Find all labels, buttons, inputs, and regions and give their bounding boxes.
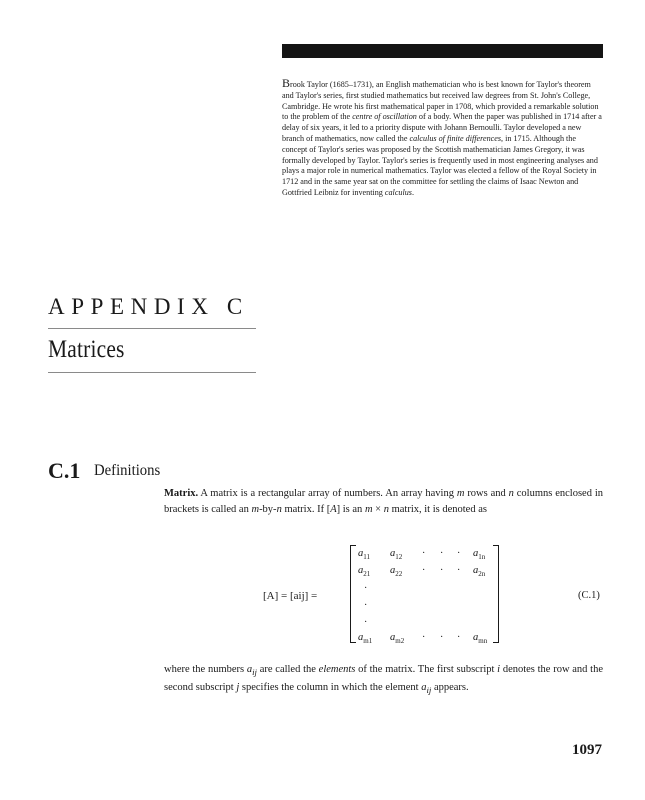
bio-italic-2: calculus of finite differences [409, 133, 502, 143]
equation-lhs: [A] = [aij] = [263, 590, 318, 602]
ellipsis-dot: · [440, 548, 444, 559]
ellipsis-dot: · [422, 632, 426, 643]
biography-sidebar [282, 78, 603, 199]
subscript-ij: ij [426, 685, 432, 696]
times-symbol: × [372, 504, 384, 515]
elements-paragraph [164, 662, 603, 698]
matrix-cell: $a_{m1}$ [358, 632, 373, 646]
ellipsis-dot: · [457, 565, 461, 576]
ellipsis-dot: · [422, 548, 426, 559]
equation-number: (C.1) [578, 590, 600, 601]
ellipsis-dot: · [364, 617, 368, 628]
matrix-right-bracket [493, 545, 499, 643]
para1-text: matrix. If [ [281, 504, 331, 515]
heading-rule-top [48, 328, 256, 329]
bio-italic-3: calculus [384, 187, 412, 197]
var-n: n [508, 488, 514, 499]
bio-text-2: of a body. When the paper was published in 1714 after a delay of six years, it led to a priority dispute with Johann Bernoulli. Taylor developed a new branch of mathematics, now called the [282, 112, 602, 143]
section-title: Definitions [94, 462, 161, 479]
var-m: m [364, 504, 373, 515]
ellipsis-dot: · [364, 583, 368, 594]
ellipsis-dot: · [422, 565, 426, 576]
matrix-cell: $a_{1n}$ [473, 548, 486, 562]
matrix-cell: $a_{22}$ [390, 565, 403, 579]
var-j: j [236, 682, 240, 694]
matrix-definition-paragraph [164, 486, 603, 518]
para2-text: are called the [256, 664, 319, 675]
bio-text-4: . [411, 187, 414, 197]
var-a: a [421, 682, 427, 694]
para2-text: where the numbers [164, 664, 247, 675]
ellipsis-dot: · [457, 548, 461, 559]
bio-text-3: , in 1715. Although the concept of Taylor's series was proposed by the Scottish mathematician James Gregory, it was formally developed by Taylor. Taylor's series is frequently used in most engineering analyses and plays a major role in numerical mathematics. Taylor was elected a fellow of the Royal Society in 1712 and in the same year sat on the committee for settling the claims of Isaac Newton and Gottfried Leibniz for inventing [282, 133, 598, 197]
matrix-cell: $a_{11}$ [358, 548, 370, 562]
var-n: n [383, 504, 389, 515]
para2-text: appears. [431, 682, 469, 694]
para1-text: rows and [464, 488, 509, 499]
var-m: m [251, 504, 260, 515]
para1-text: A matrix is a rectangular array of numbers. An array having [198, 488, 457, 499]
page-number: 1097 [572, 742, 602, 758]
matrix-cell: $a_{mn}$ [473, 632, 488, 646]
para2-text: denotes the row and the second subscript [164, 664, 603, 694]
var-n: n [276, 504, 282, 515]
para2-text: specifies the column in which the element [239, 682, 422, 694]
var-A: A [330, 504, 337, 515]
header-bar [282, 44, 603, 58]
matrix-cell: $a_{m2}$ [390, 632, 405, 646]
term-elements: elements [318, 664, 356, 675]
var-m: m [456, 488, 465, 499]
matrix-cell: $a_{2n}$ [473, 565, 486, 579]
run-in-heading: Matrix. [164, 488, 199, 499]
matrix-cell: $a_{21}$ [358, 565, 371, 579]
para1-text: -by- [259, 504, 277, 515]
ellipsis-dot: · [440, 632, 444, 643]
heading-rule-bottom [48, 372, 256, 373]
section-number: C.1 [48, 458, 81, 483]
ellipsis-dot: · [440, 565, 444, 576]
ellipsis-dot: · [457, 632, 461, 643]
appendix-label: APPENDIX C [48, 294, 249, 319]
chapter-title: Matrices [48, 336, 125, 363]
bio-dropcap: B [282, 76, 291, 90]
bio-italic-1: centre of oscillation [352, 112, 417, 122]
bio-text-1: rook Taylor (1685–1731), an English mathematician who is best known for Taylor's theorem and Taylor's series, first studied mathematics but received law degrees from St. John's College, Cambridge. He wrote his first mathematical paper in 1708, which provided a remarkable solution to the problem of the [282, 80, 599, 122]
matrix-left-bracket [350, 545, 356, 643]
para2-text: of the matrix. The first subscript [355, 664, 498, 675]
para1-text: matrix, it is denoted as [388, 504, 487, 515]
var-a: a [246, 664, 253, 675]
var-i: i [497, 664, 501, 675]
para1-text: ] is an [336, 504, 365, 515]
ellipsis-dot: · [364, 600, 368, 611]
para1-text: columns enclosed in brackets is called an [164, 488, 603, 515]
matrix-cell: $a_{12}$ [390, 548, 403, 562]
subscript-ij: ij [252, 667, 257, 678]
